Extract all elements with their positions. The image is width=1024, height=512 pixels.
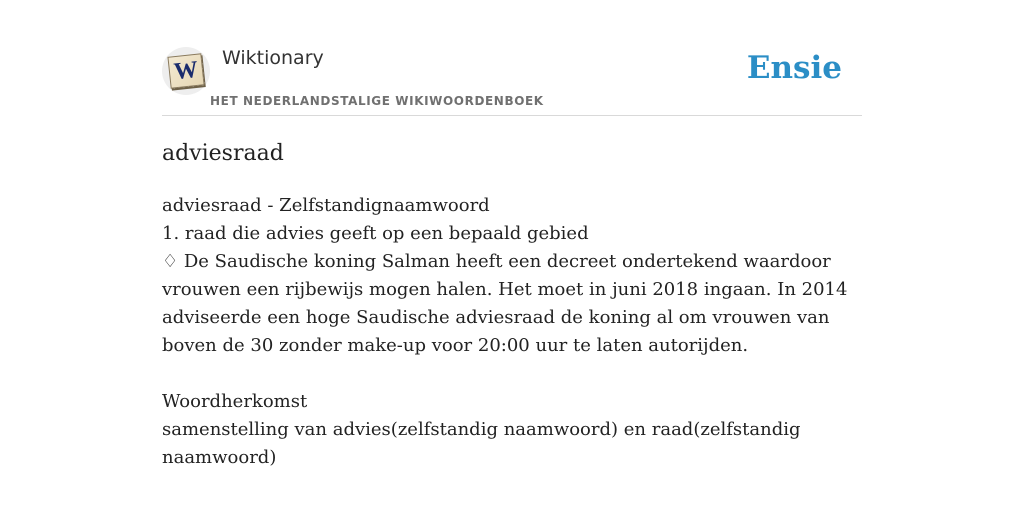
site-tagline: HET NEDERLANDSTALIGE WIKIWOORDENBOEK [210,94,544,108]
part-of-speech-line: adviesraad - Zelfstandignaamwoord [162,195,490,216]
site-header [162,44,862,116]
wiktionary-logo[interactable] [162,47,210,95]
logo-tile-icon: W [167,53,204,88]
etymology-heading: Woordherkomst [162,391,308,412]
example-sentence: ♢ De Saudische koning Salman heeft een decreet ondertekend waardoor vrouwen een rijbewijs mogen halen. Het moet in juni 2018 ingaan. In 2014 adviseerde een hoge Saudische adviesraad de koning al om vrouwen van boven de 30 zonder make-up voor 20:00 uur te laten autorijden. [162,251,848,356]
entry-content [162,192,862,472]
site-name[interactable]: Wiktionary [222,47,324,69]
spacer [162,360,862,388]
page-title: adviesraad [162,141,284,166]
definition: 1. raad die advies geeft op een bepaald gebied [162,223,589,244]
etymology-text: samenstelling van advies(zelfstandig naamwoord) en raad(zelfstandig naamwoord) [162,419,801,468]
ensie-brand-link[interactable]: Ensie [746,50,842,86]
